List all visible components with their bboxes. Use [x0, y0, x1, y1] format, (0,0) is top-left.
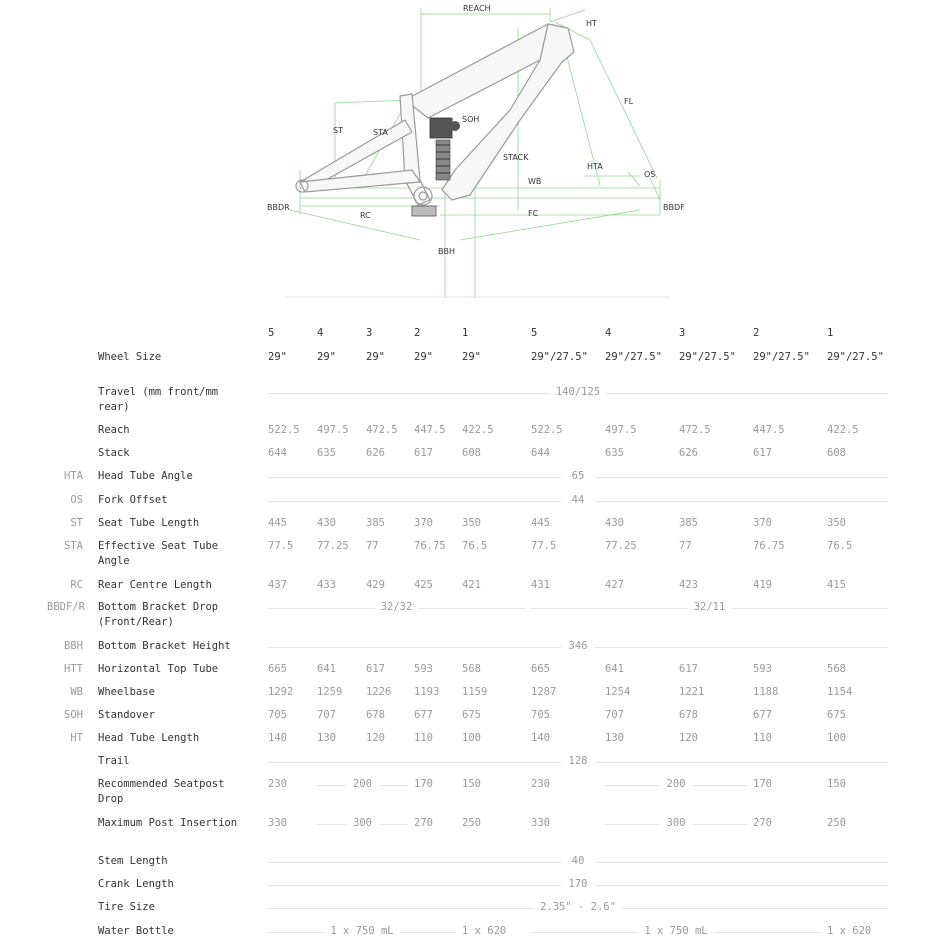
- row-value: 110: [753, 732, 772, 744]
- row-value: 100: [827, 732, 846, 744]
- row-value: 170: [753, 778, 772, 790]
- row-value: 433: [317, 579, 336, 591]
- dimension-labels: [267, 4, 685, 256]
- label-ht: HT: [586, 19, 597, 28]
- span-divider: [595, 885, 888, 886]
- row-label: Head Tube Angle: [98, 470, 193, 482]
- row-value: 437: [268, 579, 287, 591]
- row-label: Reach: [98, 424, 130, 436]
- span-value: 2.35" - 2.6": [540, 901, 616, 913]
- row-value: 120: [366, 732, 385, 744]
- row-label: Recommended Seatpost Drop: [98, 778, 225, 805]
- span-divider: [693, 785, 747, 786]
- span-divider: [268, 762, 561, 763]
- row-value: 77.25: [605, 540, 637, 552]
- row-value: 705: [531, 709, 550, 721]
- span-divider: [595, 501, 888, 502]
- span-divider: [605, 785, 659, 786]
- row-value: 76.75: [753, 540, 785, 552]
- label-stack: STACK: [503, 153, 529, 162]
- row-value: 77: [679, 540, 692, 552]
- row-value: 447.5: [753, 424, 785, 436]
- wheel-size-value: 29"/27.5": [605, 351, 662, 363]
- row-label: Standover: [98, 709, 155, 721]
- row-value: 675: [827, 709, 846, 721]
- row-value: 707: [605, 709, 624, 721]
- row-abbr: SOH: [64, 709, 83, 721]
- row-value: 678: [366, 709, 385, 721]
- row-value: 675: [462, 709, 481, 721]
- row-value: 705: [268, 709, 287, 721]
- row-value: 77.5: [531, 540, 557, 552]
- label-bbdf: BBDF: [663, 203, 685, 212]
- row-value: 445: [531, 517, 550, 529]
- row-value: 76.5: [462, 540, 488, 552]
- span-divider: [268, 932, 324, 933]
- row-value: 472.5: [366, 424, 398, 436]
- row-label: Stem Length: [98, 855, 168, 867]
- wheel-size-value: 29": [414, 351, 433, 363]
- row-abbr: STA: [64, 540, 83, 552]
- row-value: 677: [414, 709, 433, 721]
- row-value: 665: [268, 663, 287, 675]
- span-divider: [595, 477, 888, 478]
- row-abbr: HT: [70, 732, 83, 744]
- row-value: 677: [753, 709, 772, 721]
- row-value: 110: [414, 732, 433, 744]
- row-abbr: RC: [70, 579, 83, 591]
- span-value: 200: [353, 778, 372, 790]
- wheel-size-value: 29"/27.5": [827, 351, 884, 363]
- row-value: 100: [462, 732, 481, 744]
- span-divider: [531, 932, 638, 933]
- row-value: 1 x 620: [827, 925, 872, 937]
- row-label: Trail: [98, 755, 130, 767]
- row-value: 77: [366, 540, 379, 552]
- row-value: 1287: [531, 686, 557, 698]
- row-value: 568: [827, 663, 846, 675]
- span-divider: [268, 393, 550, 394]
- label-fl: FL: [624, 97, 634, 106]
- row-value: 445: [268, 517, 287, 529]
- row-label: Seat Tube Length: [98, 517, 200, 529]
- row-value: 430: [317, 517, 336, 529]
- label-bbh: BBH: [438, 247, 455, 256]
- row-value: 427: [605, 579, 624, 591]
- span-value: 200: [666, 778, 686, 790]
- label-os: OS: [644, 170, 656, 179]
- row-value: 608: [827, 447, 846, 459]
- row-value: 641: [605, 663, 624, 675]
- row-label: Head Tube Length: [98, 732, 200, 744]
- span-value: 140/125: [555, 386, 601, 398]
- row-value: 617: [414, 447, 433, 459]
- row-label: Travel (mm front/mm rear): [98, 386, 219, 413]
- row-value: 707: [317, 709, 336, 721]
- row-value: 270: [414, 817, 433, 829]
- row-value: 678: [679, 709, 698, 721]
- row-value: 330: [531, 817, 550, 829]
- label-hta: HTA: [587, 162, 603, 171]
- row-value: 1159: [462, 686, 488, 698]
- row-value: 430: [605, 517, 624, 529]
- span-divider: [317, 824, 346, 825]
- row-label: Stack: [98, 447, 130, 459]
- wheel-size-value: 29"/27.5": [531, 351, 588, 363]
- span-divider: [606, 393, 888, 394]
- row-value: 1193: [414, 686, 440, 698]
- row-value: 150: [462, 778, 481, 790]
- row-value: 385: [679, 517, 698, 529]
- size-header: 2: [414, 327, 421, 339]
- row-value: 431: [531, 579, 550, 591]
- row-value: 1226: [366, 686, 392, 698]
- row-value: 644: [531, 447, 550, 459]
- row-abbr: BBH: [64, 640, 83, 652]
- size-header: 2: [753, 327, 760, 339]
- span-divider: [622, 908, 888, 909]
- row-value: 350: [462, 517, 481, 529]
- wheel-size-value: 29": [366, 351, 385, 363]
- row-value: 230: [268, 778, 287, 790]
- row-label: Crank Length: [98, 878, 174, 890]
- row-value: 617: [366, 663, 385, 675]
- size-header: 5: [268, 327, 275, 339]
- row-value: 1188: [753, 686, 779, 698]
- row-value: 608: [462, 447, 481, 459]
- row-value: 415: [827, 579, 846, 591]
- row-label: Rear Centre Length: [98, 579, 212, 591]
- span-divider: [380, 785, 409, 786]
- row-value: 617: [753, 447, 772, 459]
- size-header: 1: [827, 327, 834, 339]
- row-value: 370: [753, 517, 772, 529]
- row-abbr: BBDF/R: [47, 601, 85, 613]
- row-abbr: HTT: [64, 663, 83, 675]
- row-value: 350: [827, 517, 846, 529]
- row-value: 140: [268, 732, 287, 744]
- label-st: ST: [333, 126, 343, 135]
- label-bbdr: BBDR: [267, 203, 290, 212]
- size-header: 4: [317, 327, 324, 339]
- span-value: 300: [666, 817, 686, 829]
- row-label: Bottom Bracket Height: [98, 640, 231, 652]
- row-abbr: WB: [70, 686, 83, 698]
- wheel-size-value: 29": [462, 351, 481, 363]
- row-value: 626: [679, 447, 698, 459]
- span-divider: [268, 608, 375, 609]
- row-value: 665: [531, 663, 550, 675]
- span-divider: [595, 647, 888, 648]
- row-label: Wheelbase: [98, 686, 155, 698]
- row-value: 429: [366, 579, 385, 591]
- row-value: 421: [462, 579, 481, 591]
- row-value: 593: [753, 663, 772, 675]
- row-label: Effective Seat Tube Angle: [98, 540, 219, 567]
- row-abbr: HTA: [64, 470, 83, 482]
- row-value: 1 x 620: [462, 925, 507, 937]
- span-value: 1 x 750 mL: [644, 925, 708, 937]
- span-divider: [400, 932, 456, 933]
- size-header: 4: [605, 327, 612, 339]
- row-value: 130: [317, 732, 336, 744]
- size-header: 3: [366, 327, 373, 339]
- row-value: 130: [605, 732, 624, 744]
- row-value: 120: [679, 732, 698, 744]
- span-divider: [732, 608, 889, 609]
- label-soh: SOH: [462, 115, 480, 124]
- size-header: 5: [531, 327, 538, 339]
- span-divider: [268, 885, 561, 886]
- row-abbr: ST: [70, 517, 83, 529]
- span-value: 170: [568, 878, 588, 890]
- row-value: 422.5: [462, 424, 494, 436]
- row-value: 641: [317, 663, 336, 675]
- span-value: 300: [353, 817, 372, 829]
- span-divider: [595, 762, 888, 763]
- row-value: 330: [268, 817, 287, 829]
- geometry-diagram: [0, 0, 940, 310]
- row-label: Fork Offset: [98, 494, 168, 506]
- row-value: 1259: [317, 686, 343, 698]
- span-divider: [268, 862, 561, 863]
- span-divider: [268, 501, 561, 502]
- span-value: 44: [571, 494, 585, 506]
- row-value: 422.5: [827, 424, 859, 436]
- row-label: Water Bottle: [98, 925, 174, 937]
- row-label: Wheel Size: [98, 351, 162, 363]
- span-value: 32/32: [380, 601, 413, 613]
- row-value: 250: [827, 817, 846, 829]
- row-value: 1292: [268, 686, 294, 698]
- span-value: 1 x 750 mL: [330, 925, 394, 937]
- wheel-size-value: 29": [268, 351, 287, 363]
- row-value: 522.5: [268, 424, 300, 436]
- span-value: 32/11: [693, 601, 726, 613]
- span-divider: [380, 824, 409, 825]
- span-divider: [268, 477, 561, 478]
- row-abbr: OS: [70, 494, 83, 506]
- row-value: 230: [531, 778, 550, 790]
- row-value: 77.25: [317, 540, 349, 552]
- size-header: 1: [462, 327, 469, 339]
- row-value: 370: [414, 517, 433, 529]
- span-divider: [595, 862, 888, 863]
- row-value: 1254: [605, 686, 631, 698]
- label-rc: RC: [360, 211, 371, 220]
- row-value: 423: [679, 579, 698, 591]
- row-value: 568: [462, 663, 481, 675]
- span-value: 346: [568, 640, 588, 652]
- row-value: 419: [753, 579, 772, 591]
- span-divider: [419, 608, 526, 609]
- row-value: 140: [531, 732, 550, 744]
- row-value: 617: [679, 663, 698, 675]
- span-divider: [531, 608, 688, 609]
- row-value: 76.5: [827, 540, 853, 552]
- row-value: 644: [268, 447, 287, 459]
- row-label: Tire Size: [98, 901, 155, 913]
- row-value: 497.5: [317, 424, 349, 436]
- span-divider: [605, 824, 659, 825]
- row-value: 447.5: [414, 424, 446, 436]
- row-label: Bottom Bracket Drop (Front/Rear): [98, 601, 219, 628]
- span-value: 40: [571, 855, 585, 867]
- row-value: 1154: [827, 686, 853, 698]
- row-value: 77.5: [268, 540, 294, 552]
- row-label: Maximum Post Insertion: [98, 817, 238, 829]
- row-value: 425: [414, 579, 433, 591]
- row-value: 170: [414, 778, 433, 790]
- row-value: 497.5: [605, 424, 637, 436]
- span-divider: [268, 647, 561, 648]
- label-sta: STA: [373, 128, 388, 137]
- row-value: 593: [414, 663, 433, 675]
- span-divider: [268, 908, 534, 909]
- row-value: 635: [605, 447, 624, 459]
- row-value: 270: [753, 817, 772, 829]
- row-value: 385: [366, 517, 385, 529]
- row-value: 522.5: [531, 424, 563, 436]
- label-wb: WB: [528, 177, 542, 186]
- row-value: 472.5: [679, 424, 711, 436]
- row-value: 1221: [679, 686, 705, 698]
- span-value: 65: [571, 470, 585, 482]
- row-value: 150: [827, 778, 846, 790]
- span-value: 128: [568, 755, 588, 767]
- span-divider: [693, 824, 747, 825]
- wheel-size-value: 29": [317, 351, 336, 363]
- label-reach: REACH: [463, 4, 491, 13]
- size-header: 3: [679, 327, 686, 339]
- row-value: 626: [366, 447, 385, 459]
- row-label: Horizontal Top Tube: [98, 663, 219, 675]
- label-fc: FC: [528, 209, 539, 218]
- span-divider: [317, 785, 346, 786]
- wheel-size-value: 29"/27.5": [753, 351, 810, 363]
- row-value: 635: [317, 447, 336, 459]
- span-divider: [714, 932, 821, 933]
- row-value: 250: [462, 817, 481, 829]
- wheel-size-value: 29"/27.5": [679, 351, 736, 363]
- row-value: 76.75: [414, 540, 446, 552]
